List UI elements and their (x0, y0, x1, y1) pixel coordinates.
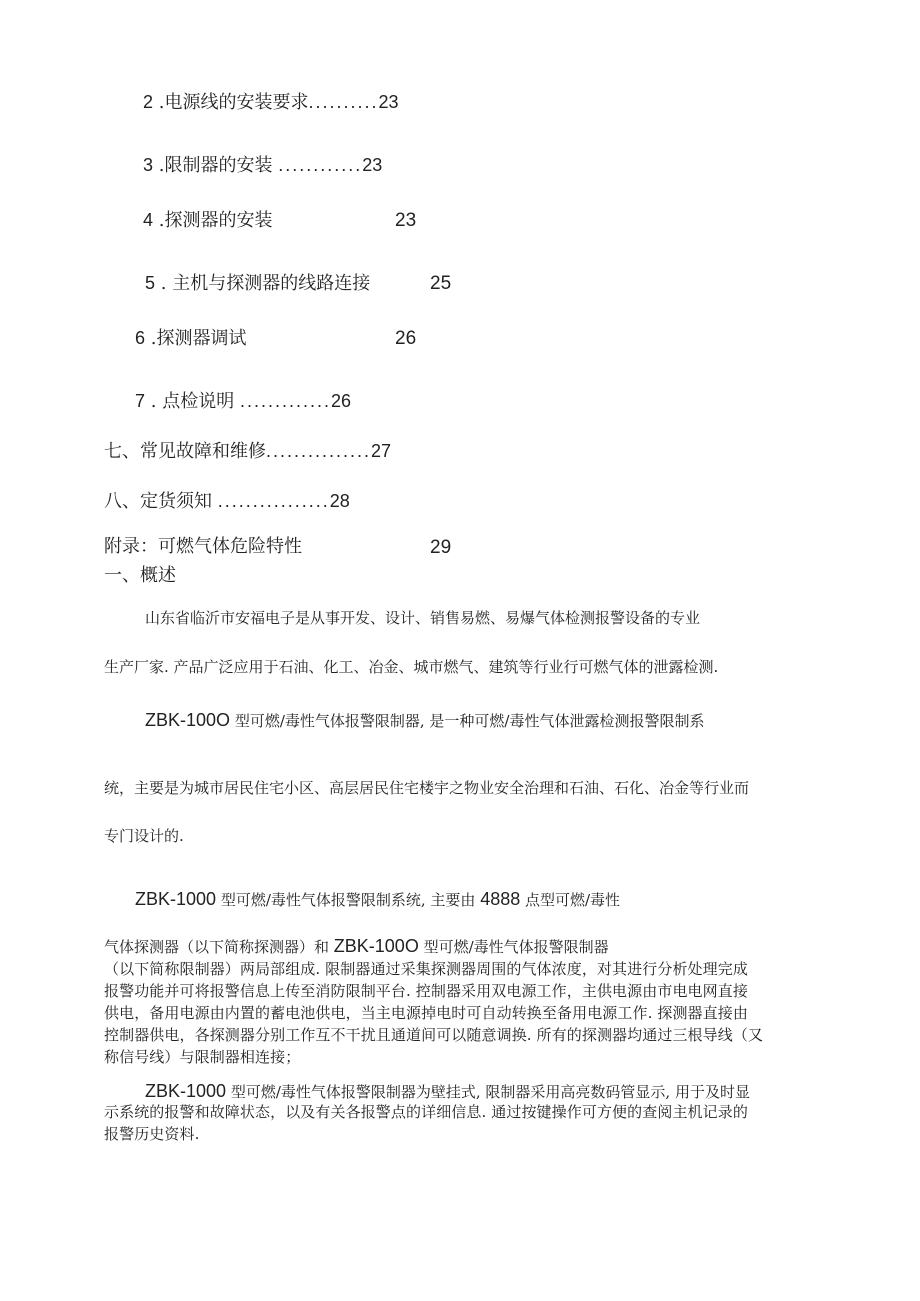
paragraph-line: 生产厂家. 产品广泛应用于石油、化工、冶金、城市燃气、建筑等行业行可燃气体的泄露检测. (104, 658, 719, 676)
toc-appendix: 附录：可燃气体危险特性 (104, 536, 302, 557)
paragraph-line: ZBK-1000 型可燃/毒性气体报警限制器为壁挂式, 限制器采用高亮数码管显示, 用于及时显 (145, 1081, 750, 1101)
toc-page-number: 25 (430, 273, 452, 294)
toc-item: 2 .电源线的安装要求..........23 (143, 92, 399, 113)
toc-item: 6 .探测器调试 (135, 328, 247, 349)
paragraph-line: 报警功能并可将报警信息上传至消防限制平台. 控制器采用双电源工作，主供电源由市电电网直接 (104, 982, 748, 1000)
paragraph-line: ZBK-1000 型可燃/毒性气体报警限制系统, 主要由 4888 点型可燃/毒性 (135, 889, 621, 909)
paragraph-line: 称信号线）与限制器相连接； (104, 1048, 301, 1066)
paragraph-line: 专门设计的. (104, 827, 184, 845)
paragraph-line: 山东省临沂市安福电子是从事开发、设计、销售易燃、易爆气体检测报警设备的专业 (145, 609, 701, 627)
paragraph-line: 示系统的报警和故障状态，以及有关各报警点的详细信息. 通过按键操作可方便的查阅主机记录的 (104, 1103, 748, 1121)
toc-chapter: 七、常见故障和维修...............27 (104, 441, 392, 462)
toc-chapter: 八、定货须知 ................28 (104, 491, 350, 512)
paragraph-line: 控制器供电，各探测器分别工作互不干扰且通道间可以随意调换. 所有的探测器均通过三根导线（又 (104, 1026, 764, 1044)
paragraph-line: 报警历史资料. (104, 1125, 200, 1143)
paragraph-line: 气体探测器（以下简称探测器）和 ZBK-100O 型可燃/毒性气体报警限制器 (104, 936, 609, 956)
paragraph-line: ZBK-100O 型可燃/毒性气体报警限制器, 是一种可燃/毒性气体泄露检测报警限制系 (145, 710, 705, 730)
toc-page-number: 26 (395, 328, 417, 349)
paragraph-block (104, 958, 784, 1068)
model-name: ZBK-100O (333, 936, 419, 956)
model-name: ZBK-1000 (135, 889, 217, 909)
toc-page-number: 23 (395, 210, 417, 231)
paragraph-block (104, 1101, 784, 1145)
model-name: ZBK-1000 (145, 1081, 227, 1101)
paragraph-line: （以下简称限制器）两局部组成. 限制器通过采集探测器周围的气体浓度，对其进行分析处理完成 (104, 960, 748, 978)
toc-item: 7 . 点检说明 .............26 (135, 391, 351, 412)
model-name: ZBK-100O (145, 710, 231, 730)
toc-item: 4 .探测器的安装 (143, 210, 273, 231)
paragraph-line: 统，主要是为城市居民住宅小区、高层居民住宅楼宇之物业安全治理和石油、石化、冶金等行业而 (104, 779, 750, 797)
toc-item: 3 .限制器的安装 ............23 (143, 155, 383, 176)
section-heading: 一、概述 (104, 565, 176, 586)
paragraph-line: 供电，备用电源由内置的蓄电池供电，当主电源掉电时可自动转换至备用电源工作. 探测器直接由 (104, 1004, 748, 1022)
toc-page-number: 29 (430, 537, 452, 558)
toc-item: 5 . 主机与探测器的线路连接 (145, 273, 371, 294)
